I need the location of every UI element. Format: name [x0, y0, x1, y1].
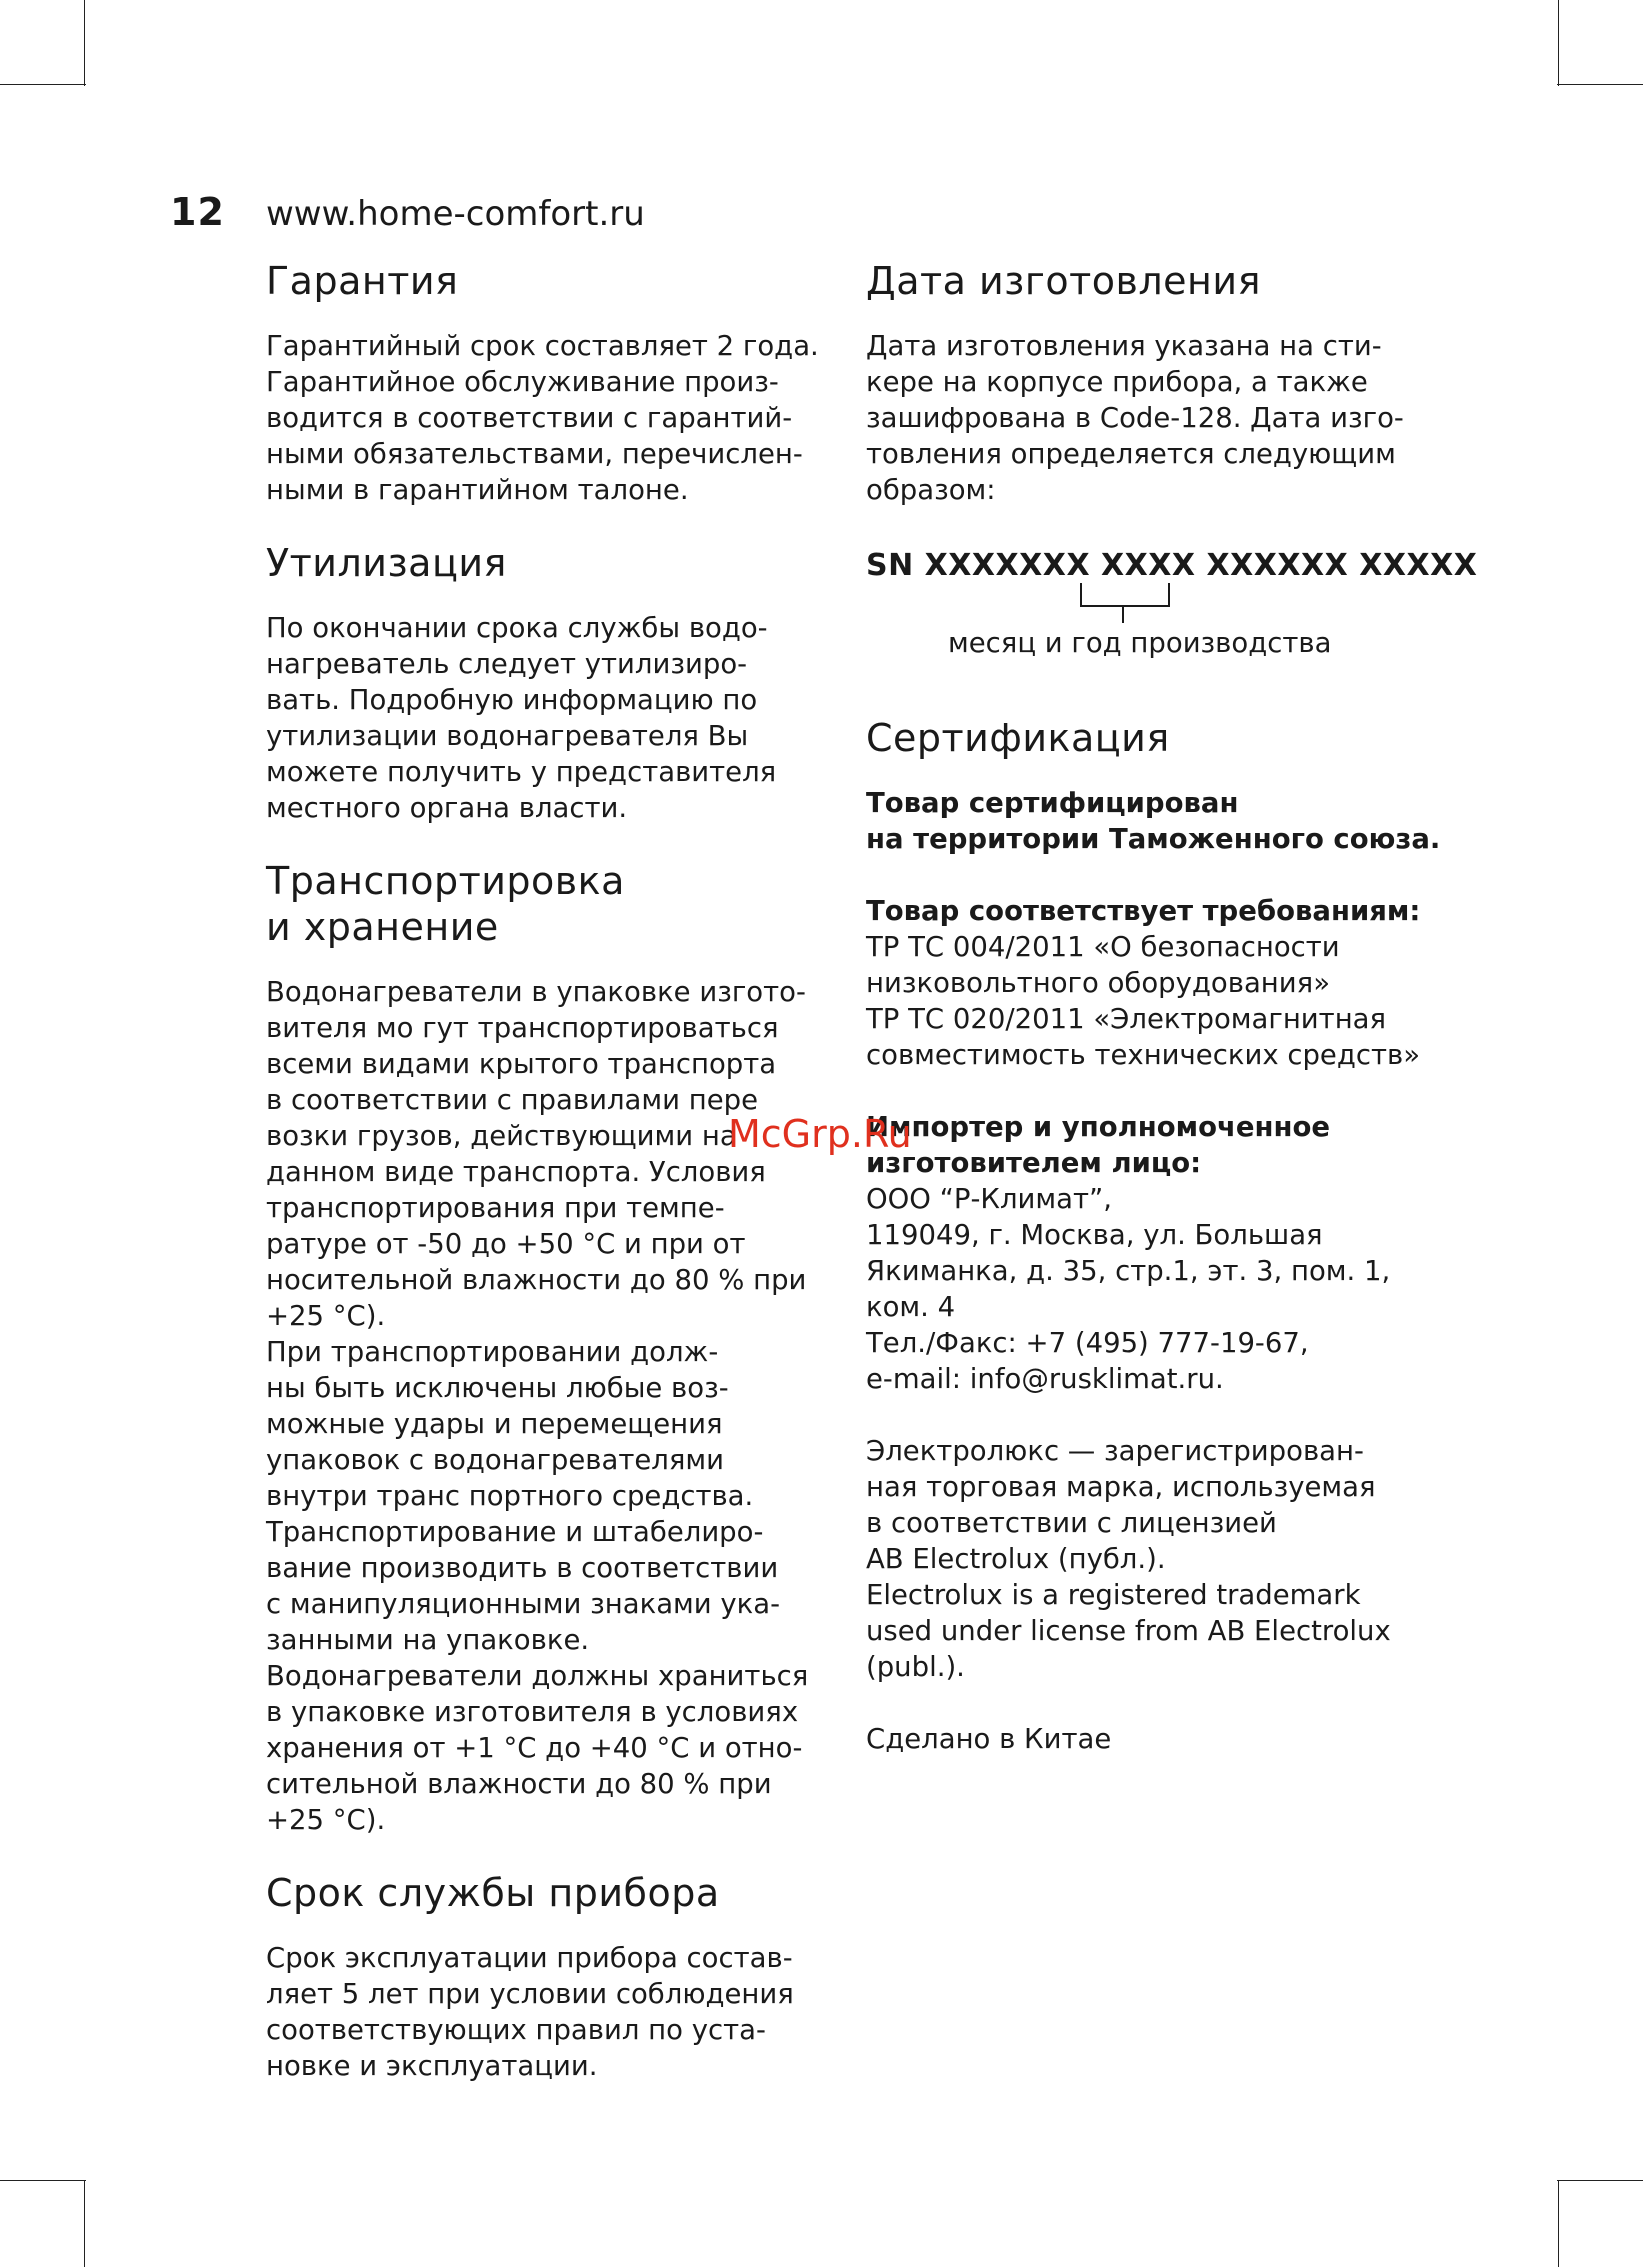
site-url: www.home-comfort.ru [266, 194, 645, 234]
sn-bracket [1080, 583, 1170, 607]
crop-mark [84, 2181, 85, 2267]
disposal-text: По окончании срока службы водо- нагреватель следует утилизиро- вать. Подробную информацию по утилизации водонагревателя Вы можете получить у представителя местного органа власти. [266, 612, 777, 824]
serial-number-format [866, 548, 1478, 583]
requirements-text: ТР ТС 004/2011 «О безопасности низковольтного оборудования» ТР ТС 020/2011 «Электромагнитная совместимость технических средств» [866, 931, 1421, 1071]
manufacture-date-text: Дата изготовления указана на сти- кере на корпусе прибора, а также зашифрована в Code-128. Дата изго- товления определяется следующим образом: [866, 330, 1404, 506]
left-column [266, 258, 826, 2116]
importer-heading: Импортер и уполномоченное изготовителем лицо: [866, 1111, 1331, 1179]
crop-mark [0, 84, 86, 85]
crop-mark [1558, 0, 1559, 86]
sn-date-code: XXXX [1101, 548, 1196, 583]
crop-mark [1557, 2180, 1643, 2181]
page-number: 12 [170, 190, 225, 234]
sn-caption: месяц и год производства [948, 627, 1332, 659]
crop-mark [1558, 2181, 1559, 2267]
service-life-section [266, 1870, 826, 2084]
warranty-title: Гарантия [266, 259, 459, 303]
transport-title: Транспортировка и хранение [266, 859, 625, 949]
manufacture-date-title: Дата изготовления [866, 259, 1261, 303]
certification-title: Сертификация [866, 716, 1170, 760]
transport-section [266, 858, 826, 1838]
disposal-title: Утилизация [266, 541, 507, 585]
crop-mark [1557, 84, 1643, 85]
service-life-title: Срок службы прибора [266, 1871, 720, 1915]
right-column [866, 258, 1478, 1789]
made-in-text: Сделано в Китае [866, 1723, 1112, 1755]
warranty-text: Гарантийный срок составляет 2 года. Гарантийное обслуживание произ- водится в соответствии с гарантий- ными обязательствами, перечислен- ными в гарантийном талоне. [266, 330, 819, 506]
certification-section [866, 715, 1446, 1757]
sn-prefix: SN XXXXXXX [866, 548, 1102, 583]
sn-suffix: XXXXXX XXXXX [1195, 548, 1478, 583]
service-life-text: Срок эксплуатации прибора состав- ляет 5 лет при условии соблюдения соответствующих правил по уста- новке и эксплуатации. [266, 1942, 794, 2082]
sn-diagram [866, 583, 1446, 683]
watermark: McGrp.Ru [728, 1112, 912, 1156]
crop-mark [84, 0, 85, 86]
crop-mark [0, 2180, 86, 2181]
requirements-heading: Товар соответствует требованиям: [866, 895, 1421, 927]
importer-text: ООО “Р-Климат”, 119049, г. Москва, ул. Большая Якиманка, д. 35, стр.1, эт. 3, пом. 1, ком. 4 Тел./Факс: +7 (495) 777-19-67, e-mail: info@rusklimat.ru. [866, 1183, 1391, 1395]
sn-bracket-stem [1122, 605, 1124, 623]
manufacture-date-section [866, 258, 1478, 683]
trademark-text: Электролюкс — зарегистрирован- ная торговая марка, используемая в соответствии с лицензией AB Electrolux (публ.). Electrolux is a registered trademark used under license from AB Electrolux (publ.). [866, 1435, 1391, 1683]
disposal-section [266, 540, 826, 826]
transport-text: Водонагреватели в упаковке изгото- вителя мо гут транспортироваться всеми видами крытого транспорта в соответствии с правилами пере возки грузов, действующими на данном виде транспорта. Условия транспортирования при темпе- ратуре от -50 до +50 °С и при от носительной влажности до 80 % при +25 °С). При транспортировании долж- ны быть исключены любые воз- можные удары и перемещения упаковок с водонагревателями внутри транс портного средства. Транспортирование и штабелиро- вание производить в соответствии с манипуляционными знаками ука- занными на упаковке. Водонагреватели должны храниться в упаковке изготовителя в условиях хранения от +1 °С до +40 °С и отно- сительной влажности до 80 % при +25 °С). [266, 976, 809, 1836]
warranty-section [266, 258, 826, 508]
certified-statement: Товар сертифицирован на территории Таможенного союза. [866, 787, 1441, 855]
